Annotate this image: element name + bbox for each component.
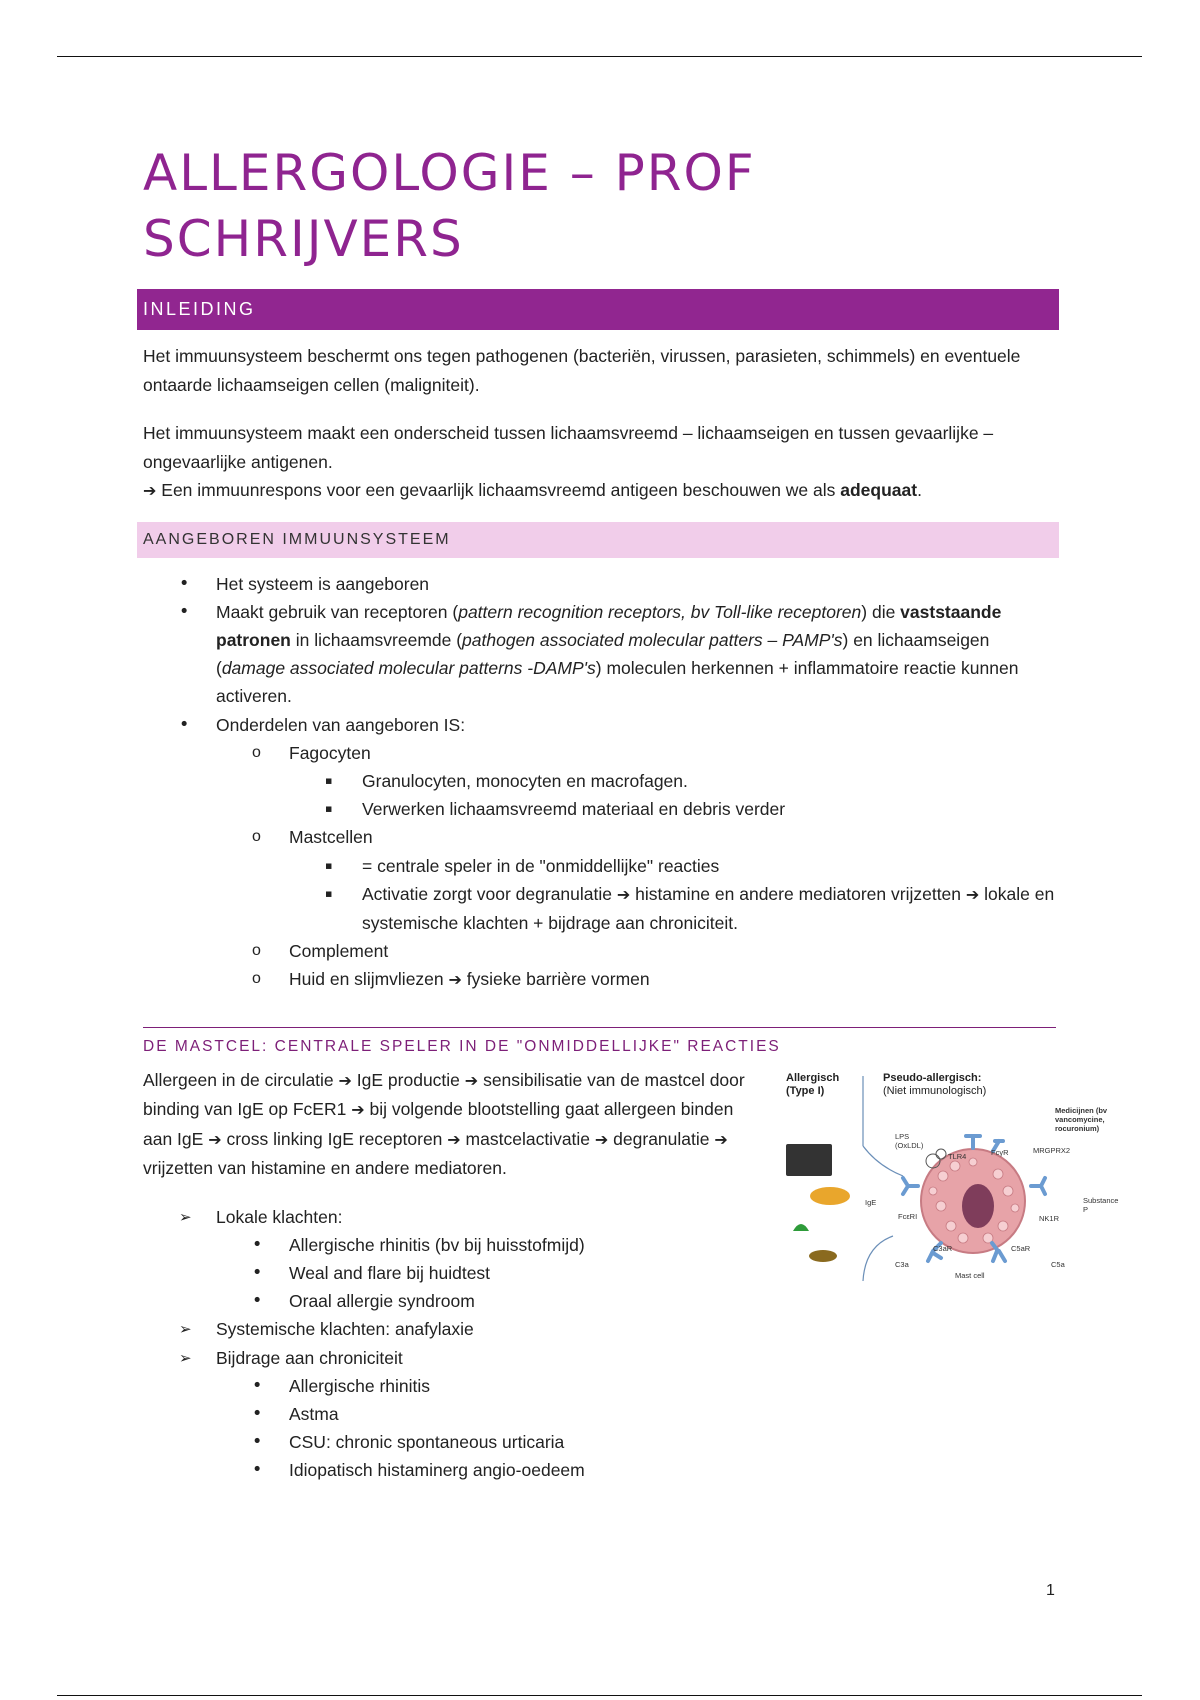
list-item: • Het systeem is aangeboren xyxy=(143,570,1063,598)
header-rule xyxy=(57,56,1142,57)
allergen-drug-image xyxy=(793,1224,809,1231)
arrow-icon: ➔ xyxy=(208,1129,222,1149)
figure-label-c5a: C5a xyxy=(1051,1259,1065,1269)
list-item: ▪ Verwerken lichaamsvreemd materiaal en debris verder xyxy=(289,795,1063,823)
arrow-icon: ➔ xyxy=(594,1129,609,1149)
inleiding-paragraph-1: Het immuunsysteem beschermt ons tegen pathogenen (bacteriën, virussen, parasieten, schimmels) en eventuele ontaarde lichaamseigen cellen (maligniteit). xyxy=(143,346,1021,395)
list-item: • Maakt gebruik van receptoren (pattern recognition receptors, bv Toll-like receptoren) die vaststaande patronen in lichaamsvreemde (pathogen associated molecular patters – PAMP's) en lichaamseigen (damage associated molecular patterns -DAMP's) moleculen herkennen + inflammatoire reactie kunnen activeren. xyxy=(143,598,1063,711)
list-item: ▪ Granulocyten, monocyten en macrofagen. xyxy=(289,767,1063,795)
inleiding-paragraph-2: Het immuunsysteem maakt een onderscheid tussen lichaamsvreemd – lichaamseigen en tussen gevaarlijke – ongevaarlijke antigenen. xyxy=(143,423,994,472)
inleiding-paragraph-3: ➔ Een immuunrespons voor een gevaarlijk lichaamsvreemd antigeen beschouwen we als adequaat. xyxy=(143,480,922,500)
mast-cell-figure xyxy=(783,1066,1123,1296)
sublist xyxy=(143,1372,1063,1485)
figure-label-allergisch: Allergisch (Type I) xyxy=(786,1071,840,1097)
arrow-icon: ➔ xyxy=(338,1070,352,1090)
mast-cell-diagram xyxy=(783,1066,1123,1296)
figure-label-c5ar: C5aR xyxy=(1011,1243,1031,1253)
arrow-icon: ➔ xyxy=(447,1129,461,1149)
list-item: • Allergische rhinitis xyxy=(216,1372,1063,1400)
list-item: ▪ Activatie zorgt voor degranulatie ➔ histamine en andere mediatoren vrijzetten ➔ lokale en systemische klachten + bijdrage aan chroniciteit. xyxy=(289,880,1063,937)
figure-label-c3ar: C3aR xyxy=(933,1243,953,1253)
list-item: o Huid en slijmvliezen ➔ fysieke barrière vormen xyxy=(216,965,1063,994)
figure-label-mrgprx2: MRGPRX2 xyxy=(1033,1145,1071,1155)
arrow-icon: ➔ xyxy=(616,884,631,904)
arrow-icon: ➔ xyxy=(714,1129,728,1149)
figure-label-mast-cell: Mast cell xyxy=(955,1270,985,1280)
figure-label-fceri: FcεRI xyxy=(898,1211,918,1221)
figure-label-nk1r: NK1R xyxy=(1039,1213,1060,1223)
list-item: • Astma xyxy=(216,1400,1063,1428)
allergen-wasp-image xyxy=(809,1250,837,1262)
list-item: o Mastcellen ▪ = centrale speler in de "onmiddellijke" reacties ▪ Activatie zorgt voor degranulatie ➔ histamine en andere mediatoren vrijzetten ➔ lokale en systemische klachten + bijdrage aan chroniciteit. xyxy=(216,823,1063,937)
figure-label-lps: LPS (OxLDL) xyxy=(895,1131,924,1150)
list-item: ➢ Systemische klachten: anafylaxie xyxy=(143,1315,1063,1343)
arrow-icon: ➔ xyxy=(464,1070,479,1090)
sublist xyxy=(289,767,1063,823)
list-item: • Weal and flare bij huidtest xyxy=(216,1259,1063,1287)
figure-label-medicijnen: Medicijnen (bv vancomycine, rocuronium) xyxy=(1055,1105,1108,1133)
list-item: ▪ = centrale speler in de "onmiddellijke" reacties xyxy=(289,852,1063,880)
heading-mastcel: DE MASTCEL: CENTRALE SPELER IN DE "ONMIDDELLIJKE" REACTIES xyxy=(143,1037,781,1055)
figure-label-tlr4: TLR4 xyxy=(948,1151,967,1161)
arrow-icon: ➔ xyxy=(143,481,157,500)
arrow-icon: ➔ xyxy=(448,970,462,990)
sublist xyxy=(143,739,1063,995)
bold-term: adequaat xyxy=(840,480,918,500)
figure-label-pseudo: Pseudo-allergisch: (Niet immunologisch) xyxy=(883,1071,987,1097)
sublist xyxy=(289,852,1063,938)
arrow-icon: ➔ xyxy=(351,1100,365,1120)
figure-label-c3a: C3a xyxy=(895,1259,909,1269)
list-item: • Idiopatisch histaminerg angio-oedeem xyxy=(216,1456,1063,1484)
list-item: ➢ Lokale klachten: • Allergische rhinitis (bv bij huisstofmijd) • Weal and flare bij huidtest • Oraal allergie syndroom xyxy=(143,1203,1063,1316)
figure-label-ige: IgE xyxy=(865,1197,877,1207)
document-title: ALLERGOLOGIE – PROF SCHRIJVERS xyxy=(143,144,756,268)
allergen-pollen-image xyxy=(810,1187,850,1205)
heading-rule xyxy=(143,1027,1056,1028)
list-item: • Oraal allergie syndroom xyxy=(216,1287,1063,1315)
mastcel-section xyxy=(143,1066,1119,1485)
mast-cell-nucleus xyxy=(962,1184,994,1228)
aangeboren-list xyxy=(143,570,1063,995)
arrow-icon: ➔ xyxy=(965,884,980,904)
list-item: o Complement xyxy=(216,937,1063,965)
page-content xyxy=(143,140,1119,1485)
list-item: ➢ Bijdrage aan chroniciteit • Allergische rhinitis • Astma • CSU: chronic spontaneous urticaria • Idiopatisch histaminerg angio-oedeem xyxy=(143,1344,1063,1485)
allergen-mite-image xyxy=(786,1144,832,1176)
mastcel-paragraph: Allergeen in de circulatie ➔ IgE productie ➔ sensibilisatie van de mastcel door binding van IgE op FcER1 ➔ bij volgende blootstelling gaat allergeen binden aan IgE ➔ cross linking IgE receptoren ➔ mastcelactivatie ➔ degranulatie ➔ vrijzetten van histamine en andere mediatoren. xyxy=(143,1069,745,1179)
footer-rule xyxy=(57,1695,1142,1696)
page-number: 1 xyxy=(1046,1582,1055,1599)
list-item: • CSU: chronic spontaneous urticaria xyxy=(216,1428,1063,1456)
figure-label-substance-p: Substance P xyxy=(1083,1195,1119,1214)
list-item: o Fagocyten ▪ Granulocyten, monocyten en macrofagen. ▪ Verwerken lichaamsvreemd materiaal en debris verder xyxy=(216,739,1063,824)
list-item: • Allergische rhinitis (bv bij huisstofmijd) xyxy=(216,1231,1063,1259)
figure-label-fcyr: FcγR xyxy=(991,1147,1009,1157)
heading-aangeboren: AANGEBOREN IMMUUNSYSTEEM xyxy=(137,522,1059,558)
list-item: • Onderdelen van aangeboren IS: o Fagocyten ▪ Granulocyten, monocyten en macrofagen. ▪ Verwerken lichaamsvreemd materiaal en debris verder o Mastcellen ▪ = centrale speler in de "onmiddellijke" reacties ▪ Activatie zorgt voor degranulatie ➔ histamine en andere mediatoren vrijzetten ➔ lokale en systemische klachten + bijdrage aan chroniciteit. o Complement o Huid en slijmvliezen ➔ fysieke barrière vormen xyxy=(143,711,1063,995)
heading-inleiding: INLEIDING xyxy=(137,289,1059,330)
